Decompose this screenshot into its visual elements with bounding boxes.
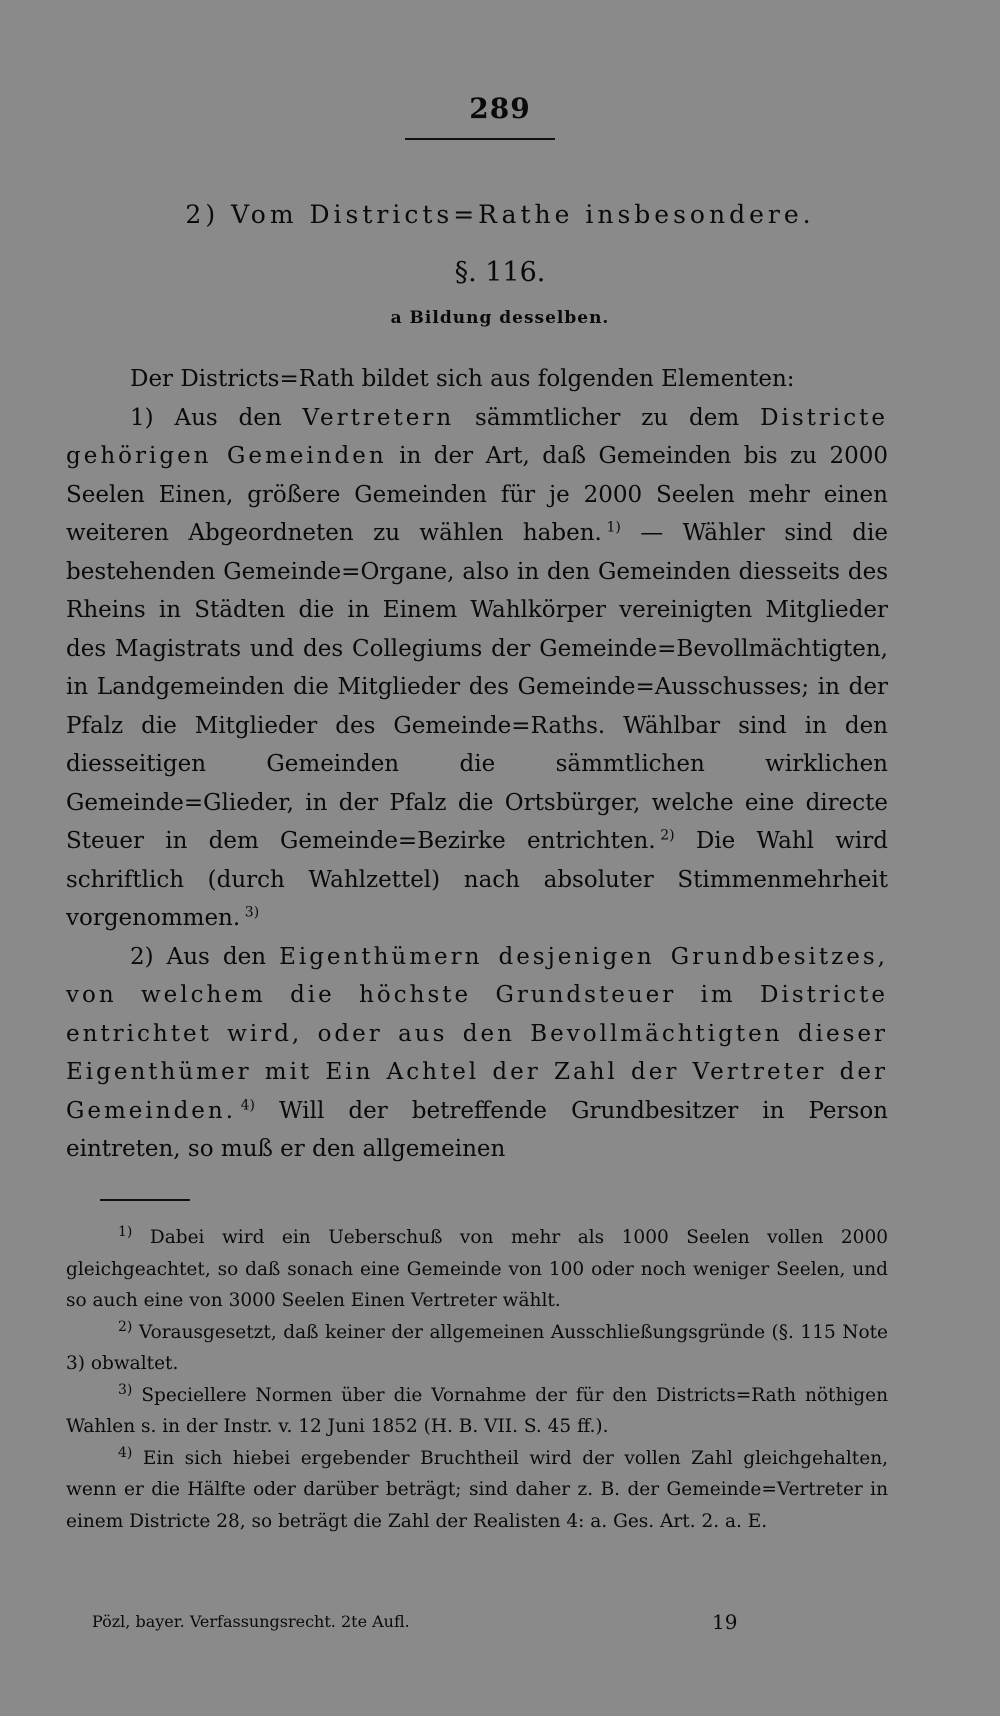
signature-number: 19 [712,1610,738,1634]
footnote-3 [66,1380,888,1443]
footnote-1-text: Dabei wird ein Ueberschuß von mehr als 1000 Seelen vollen 2000 gleichgeachtet, so daß sonach eine Gemeinde von 100 oder noch weniger Seelen, und so auch eine von 3000 Seelen Einen Vertreter wählt. [66,1227,888,1311]
footnote-ref-3[interactable]: 3) [244,904,260,921]
item-1-after-1: — Wähler sind die bestehenden Gemeinde=Organe, also in den Gemeinden diesseits des Rheins in Städten die in Einem Wahlkörper vereinigten Mitglieder des Magistrats und des Collegiums der Gemeinde=Bevollmächtigten, in Landgemeinden die Mitglieder des Gemeinde=Ausschusses; in der Pfalz die Mitglieder des Gemeinde=Raths. Wählbar sind in den diesseitigen Gemeinden die sämmtlichen wirklichen Gemeinde=Glieder, in der Pfalz die Ortsbürger, welche eine directe Steuer in dem Gemeinde=Bezirke entrichten. [66,520,889,854]
item-1-rest: in der Art, daß Gemeinden bis zu 2000 Seelen Einen, größere Gemeinden für je 2000 Seelen mehr einen weiteren Abgeordneten zu wählen haben. [66,443,888,546]
intro-paragraph [66,360,888,399]
footnote-ref-4[interactable]: 4) [240,1096,256,1113]
signature-line [92,1612,812,1634]
intro-text: Der Districts=Rath bildet sich aus folgenden Elementen: [130,366,795,392]
footnote-3-text: Speciellere Normen über die Vornahme der für den Districts=Rath nöthigen Wahlen s. in der Instr. v. 12 Juni 1852 (H. B. VII. S. 45 ff.). [66,1384,888,1437]
body-text [66,360,888,1169]
item-2-rest: Will der betreffende Grundbesitzer in Person eintreten, so muß er den allgemeinen [66,1097,888,1162]
footnote-ref-2[interactable]: 2) [660,827,675,844]
section-heading: 2) Vom Districts=Rathe insbesondere. [185,200,815,229]
footnote-rule [100,1199,190,1201]
footnote-4-text: Ein sich hiebei ergebender Bruchtheil wird der vollen Zahl gleichgehalten, wenn er die Hälfte oder darüber beträgt; sind daher z. B. der Gemeinde=Vertreter in einem Districte 28, so beträgt die Zahl der Realisten 4: a. Ges. Art. 2. a. E. [66,1447,888,1532]
item-1-paragraph [66,399,888,938]
page-number: 289 [469,92,531,125]
footnotes [66,1222,888,1537]
footnote-4 [66,1443,888,1538]
item-1-lead: 1) Aus den [130,404,303,431]
item-1-after-2: Die Wahl wird schriftlich (durch Wahlzettel) nach absoluter Stimmenmehrheit vorgenommen. [66,828,888,931]
item-2-paragraph [66,938,888,1169]
footnote-ref-1[interactable]: 1) [606,519,621,536]
item-1-emphasis-2: Districte gehörigen Gemeinden [66,404,888,469]
item-1-mid: sämmtlicher zu dem [454,404,761,431]
signature-title: Pözl, bayer. Verfassungsrecht. 2te Aufl. [92,1612,410,1631]
item-2-emphasis: Eigenthümern desjenigen Grundbesitzes, von welchem die höchste Grundsteuer im Districte entrichtet wird, oder aus den Bevollmächtigten dieser Eigenthümer mit Ein Achtel der Zahl der Vertreter der Gemeinden. [66,943,888,1124]
footnote-2-text: Vorausgesetzt, daß keiner der allgemeinen Ausschließungsgründe (§. 115 Note 3) obwaltet. [66,1321,888,1374]
item-2-lead: 2) Aus den [130,943,280,970]
footnote-1-marker: 1) [118,1223,133,1240]
footnote-1 [66,1222,888,1317]
footnote-4-marker: 4) [118,1444,133,1461]
footnote-2 [66,1317,888,1380]
item-1-emphasis-1: Vertretern [302,404,455,431]
subheading: a Bildung desselben. [390,308,610,328]
footnote-2-marker: 2) [118,1318,133,1335]
footnote-3-marker: 3) [118,1381,133,1398]
paragraph-number: §. 116. [454,257,546,288]
page-number-rule [405,138,555,140]
